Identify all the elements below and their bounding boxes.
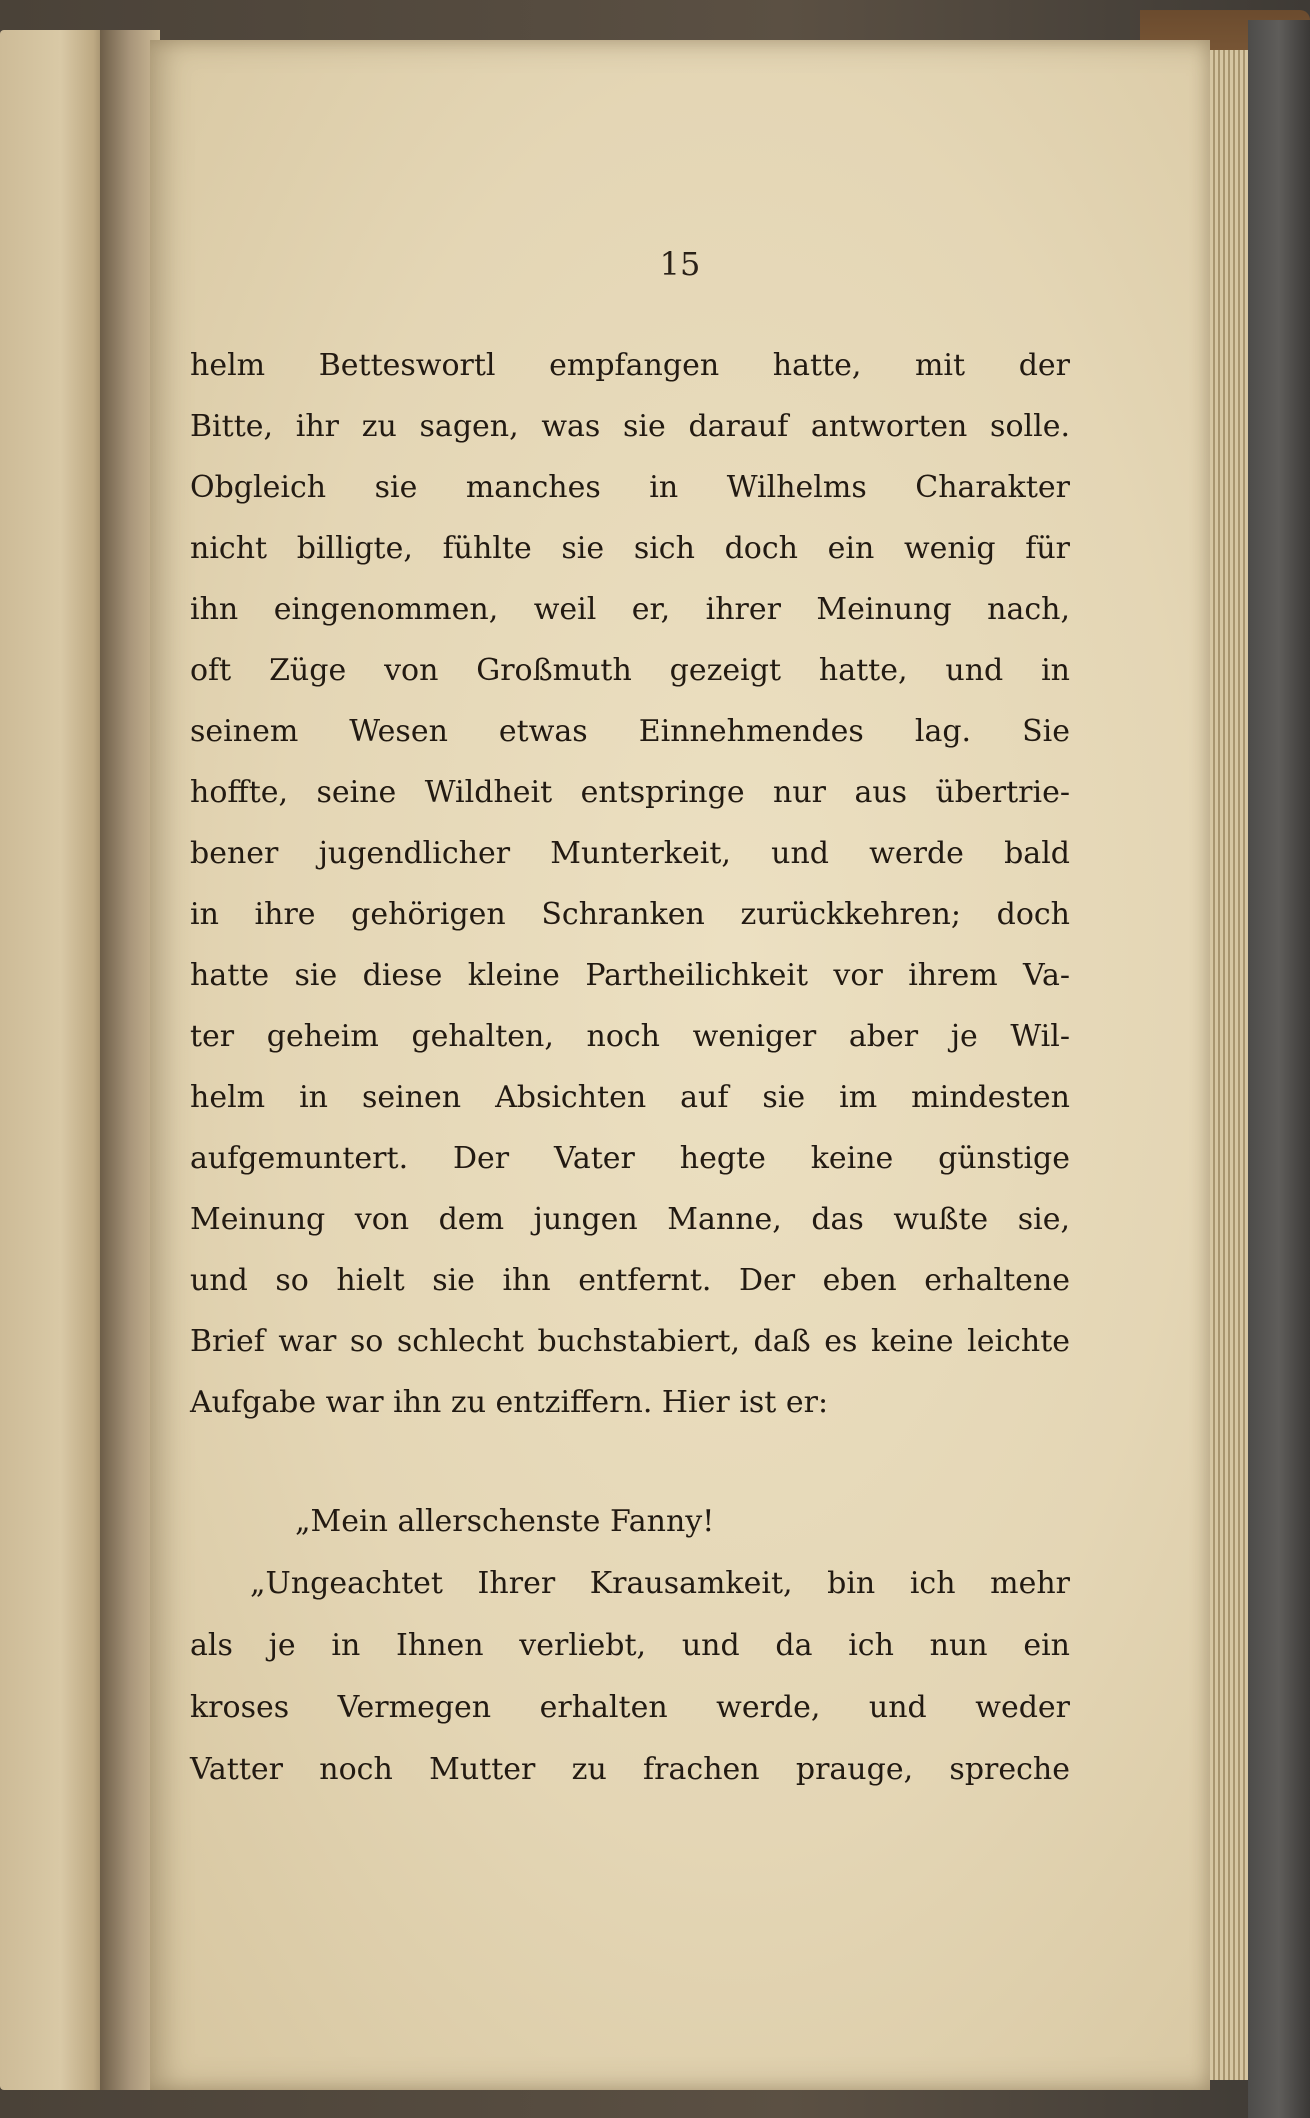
text-line: Obgleich sie manches in Wilhelms Charakter	[190, 470, 1070, 505]
text-line: Aufgabe war ihn zu entziffern. Hier ist er:	[190, 1385, 829, 1420]
facing-page-edge	[0, 30, 110, 2090]
book-page	[150, 40, 1210, 2090]
book-cover	[1248, 20, 1310, 2118]
text-line: ter geheim gehalten, noch weniger aber je Wil-	[190, 1019, 1070, 1054]
page-text	[190, 335, 1070, 1801]
text-line: Bitte, ihr zu sagen, was sie darauf antworten solle.	[190, 409, 1070, 444]
text-line: Brief war so schlecht buchstabiert, daß es keine leichte	[190, 1324, 1070, 1359]
text-line: in ihre gehörigen Schranken zurückkehren; doch	[190, 897, 1070, 932]
text-line: Meinung von dem jungen Manne, das wußte sie,	[190, 1202, 1070, 1237]
text-line: seinem Wesen etwas Einnehmendes lag. Sie	[190, 714, 1070, 749]
page-edges	[1205, 50, 1250, 2080]
letter-line: „Ungeachtet Ihrer Krausamkeit, bin ich mehr	[250, 1566, 1070, 1601]
letter-line: als je in Ihnen verliebt, und da ich nun ein	[190, 1628, 1070, 1663]
paragraph-gap	[190, 1433, 1070, 1491]
text-line: bener jugendlicher Munterkeit, und werde bald	[190, 836, 1070, 871]
text-line: nicht billigte, fühlte sie sich doch ein wenig für	[190, 531, 1070, 566]
letter-line: kroses Vermegen erhalten werde, und weder	[190, 1690, 1070, 1725]
text-line: hatte sie diese kleine Partheilichkeit vor ihrem Va-	[190, 958, 1070, 993]
text-line: und so hielt sie ihn entfernt. Der eben erhaltene	[190, 1263, 1070, 1298]
letter-line: Vatter noch Mutter zu frachen prauge, spreche	[190, 1752, 1070, 1787]
letter-salutation: „Mein allerschenste Fanny!	[295, 1504, 715, 1539]
text-line: helm Betteswortl empfangen hatte, mit der	[190, 348, 1070, 383]
text-line: aufgemuntert. Der Vater hegte keine günstige	[190, 1141, 1070, 1176]
text-line: helm in seinen Absichten auf sie im mindesten	[190, 1080, 1070, 1115]
text-line: oft Züge von Großmuth gezeigt hatte, und in	[190, 653, 1070, 688]
page-number: 15	[659, 245, 701, 283]
text-line: ihn eingenommen, weil er, ihrer Meinung nach,	[190, 592, 1070, 627]
text-line: hoffte, seine Wildheit entspringe nur aus übertrie-	[190, 775, 1070, 810]
